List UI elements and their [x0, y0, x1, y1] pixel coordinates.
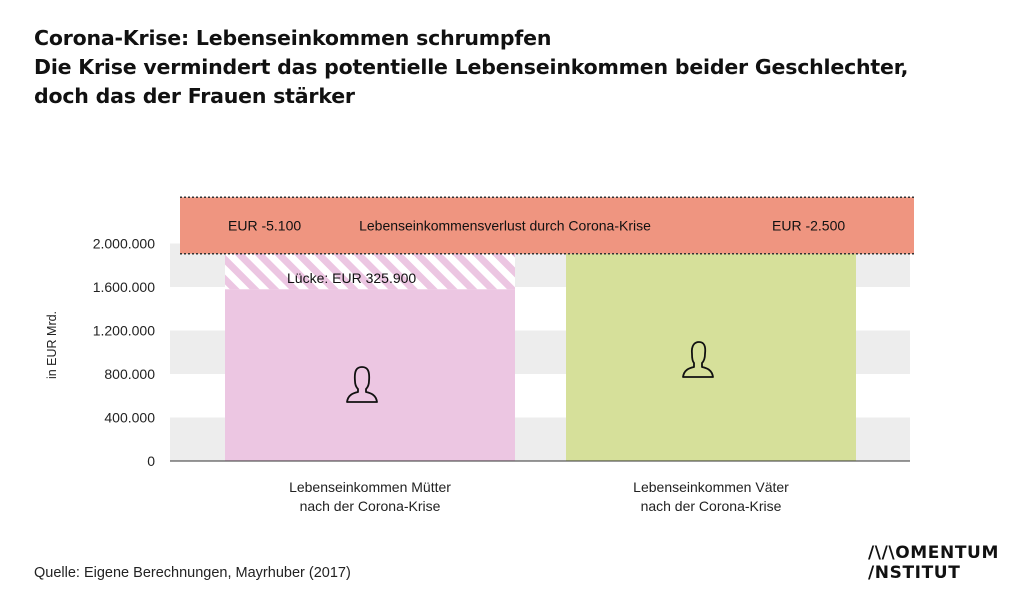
- chart-title: Corona-Krise: Lebenseinkommen schrumpfen: [34, 26, 552, 50]
- logo-line-2: /NSTITUT: [868, 563, 961, 583]
- logo-line-1: /\/\OMENTUM: [868, 543, 999, 563]
- y-tick-label: 1.600.000: [92, 279, 155, 295]
- momentum-institut-logo: [868, 543, 999, 583]
- y-axis-label: in EUR Mrd.: [45, 310, 59, 380]
- category-label: Lebenseinkommen Väter: [633, 479, 789, 495]
- chart-subtitle-line-2: doch das der Frauen stärker: [34, 84, 355, 108]
- y-tick-label: 400.000: [104, 409, 155, 426]
- y-tick-label: 1.200.000: [92, 322, 155, 339]
- chart-subtitle-line-1: Die Krise vermindert das potentielle Lebenseinkommen beider Geschlechter,: [34, 55, 909, 79]
- loss-right-label: EUR -2.500: [772, 217, 846, 234]
- y-tick-label: 0: [147, 453, 155, 469]
- source-note: Quelle: Eigene Berechnungen, Mayrhuber (2017): [34, 565, 351, 581]
- loss-band-label: Lebenseinkommensverlust durch Corona-Krise: [359, 217, 651, 234]
- y-tick-label: 2.000.000: [92, 235, 155, 252]
- category-label: nach der Corona-Krise: [299, 498, 441, 514]
- y-tick-label: 800.000: [104, 366, 155, 382]
- category-label: Lebenseinkommen Mütter: [289, 479, 451, 495]
- category-label: nach der Corona-Krise: [640, 498, 782, 514]
- loss-left-label: EUR -5.100: [228, 217, 302, 234]
- bar-fathers: [566, 254, 856, 461]
- gap-label: Lücke: EUR 325.900: [287, 270, 417, 287]
